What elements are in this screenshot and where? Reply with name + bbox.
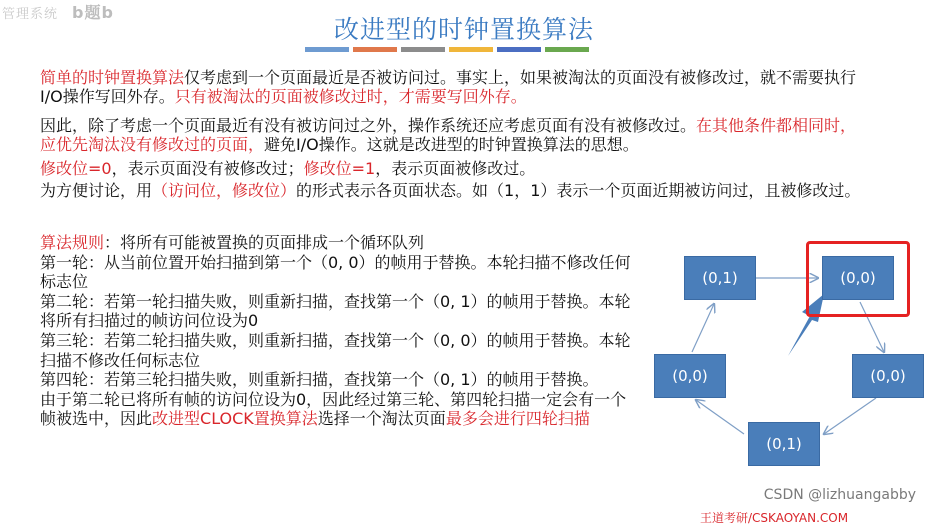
conclusion-text: 由于第二轮已将所有帧的访问位设为0，因此经过第三轮、第四轮扫描一定会有一个帧被选中，因此 [40, 389, 627, 429]
conclusion-text-2: 选择一个淘汰页面 [317, 409, 446, 429]
notation-text: 为方便讨论，用 [40, 181, 153, 200]
frame-node-4: (0,1) [748, 422, 820, 466]
paragraph-idea [40, 116, 870, 154]
arrow-bottom-right [824, 398, 876, 434]
slide-title: 改进型的时钟置换算法 [333, 15, 594, 44]
modify-bit-1-desc: ，表示页面被修改过。 [375, 159, 536, 178]
title-bar [353, 47, 397, 52]
paragraph-notation [40, 181, 870, 200]
conclusion-highlight-1: 改进型CLOCK置换算法 [152, 409, 318, 429]
intro-text: 仅考虑到一个页面最近是否被访问过。事实上，如果被淘汰的页面没有被修改过，就不需要执行I/O操作写回外存。 [40, 68, 857, 106]
idea-text-2: 避免I/O操作。这就是改进型的时钟置换算法的思想。 [264, 135, 639, 154]
modify-bit-0-desc: ，表示页面没有被修改过； [111, 159, 304, 178]
rules-conclusion [40, 390, 640, 429]
frame-node-1: (0,1) [684, 256, 756, 300]
corner-logo-text: 管理系统 [2, 7, 59, 22]
arrow-bottom-left [696, 400, 744, 434]
notation-text-2: 的形式表示各页面状态。如（1，1）表示一个页面近期被访问过，且被修改过。 [296, 181, 861, 200]
rule-round-1: 第一轮：从当前位置开始扫描到第一个（0, 0）的帧用于替换。本轮扫描不修改任何标志位 [40, 252, 631, 292]
title-bar [401, 47, 445, 52]
frame-node-2-current: (0,0) [822, 256, 894, 300]
rule-round-2: 第二轮：若第一轮扫描失败，则重新扫描，查找第一个（0, 1）的帧用于替换。本轮将所有扫描过的帧访问位设为0 [40, 291, 631, 331]
title-bar [545, 47, 589, 52]
intro-highlight: 只有被淘汰的页面被修改过时，才需要写回外存。 [174, 87, 527, 106]
idea-text: 因此，除了考虑一个页面最近有没有被访问过之外，操作系统还应考虑页面有没有被修改过。 [40, 116, 697, 135]
paragraph-intro [40, 68, 870, 106]
modify-bit-1: 修改位=1 [303, 159, 376, 178]
rules-heading-text: ：将所有可能被置换的页面排成一个循环队列 [104, 233, 425, 252]
corner-logo-mark: b题b [72, 3, 114, 22]
title-bar [497, 47, 541, 52]
clock-diagram [640, 238, 930, 478]
algorithm-rules [40, 233, 640, 429]
frame-node-5: (0,0) [654, 354, 726, 398]
csdn-watermark: CSDN @lizhuangabby [763, 487, 916, 503]
rule-round-4: 第四轮：若第三轮扫描失败，则重新扫描，查找第一个（0, 1）的帧用于替换。 [40, 370, 599, 390]
term-simple-clock: 简单的时钟置换算法 [40, 68, 185, 87]
conclusion-highlight-2: 最多会进行四轮扫描 [445, 409, 590, 429]
arrow-left [692, 304, 714, 352]
current-frame-highlight [806, 241, 910, 317]
title-bar [305, 47, 349, 52]
rules-heading [40, 233, 640, 253]
frame-node-3: (0,0) [852, 354, 924, 398]
rules-heading-label: 算法规则 [40, 233, 105, 252]
modify-bit-0: 修改位=0 [40, 159, 112, 178]
site-watermark: 王道考研/CSKAOYAN.COM [700, 511, 849, 525]
rule-round-3: 第三轮：若第二轮扫描失败，则重新扫描，查找第一个（0, 0）的帧用于替换。本轮扫描不修改任何标志位 [40, 330, 631, 370]
notation-highlight: （访问位，修改位） [152, 181, 297, 200]
idea-highlight: 在其他条件都相同时，应优先淘汰没有修改过的页面， [40, 116, 857, 154]
paragraph-modify-bit [40, 159, 870, 178]
title-bar [449, 47, 493, 52]
title-underline-bars [305, 47, 589, 52]
